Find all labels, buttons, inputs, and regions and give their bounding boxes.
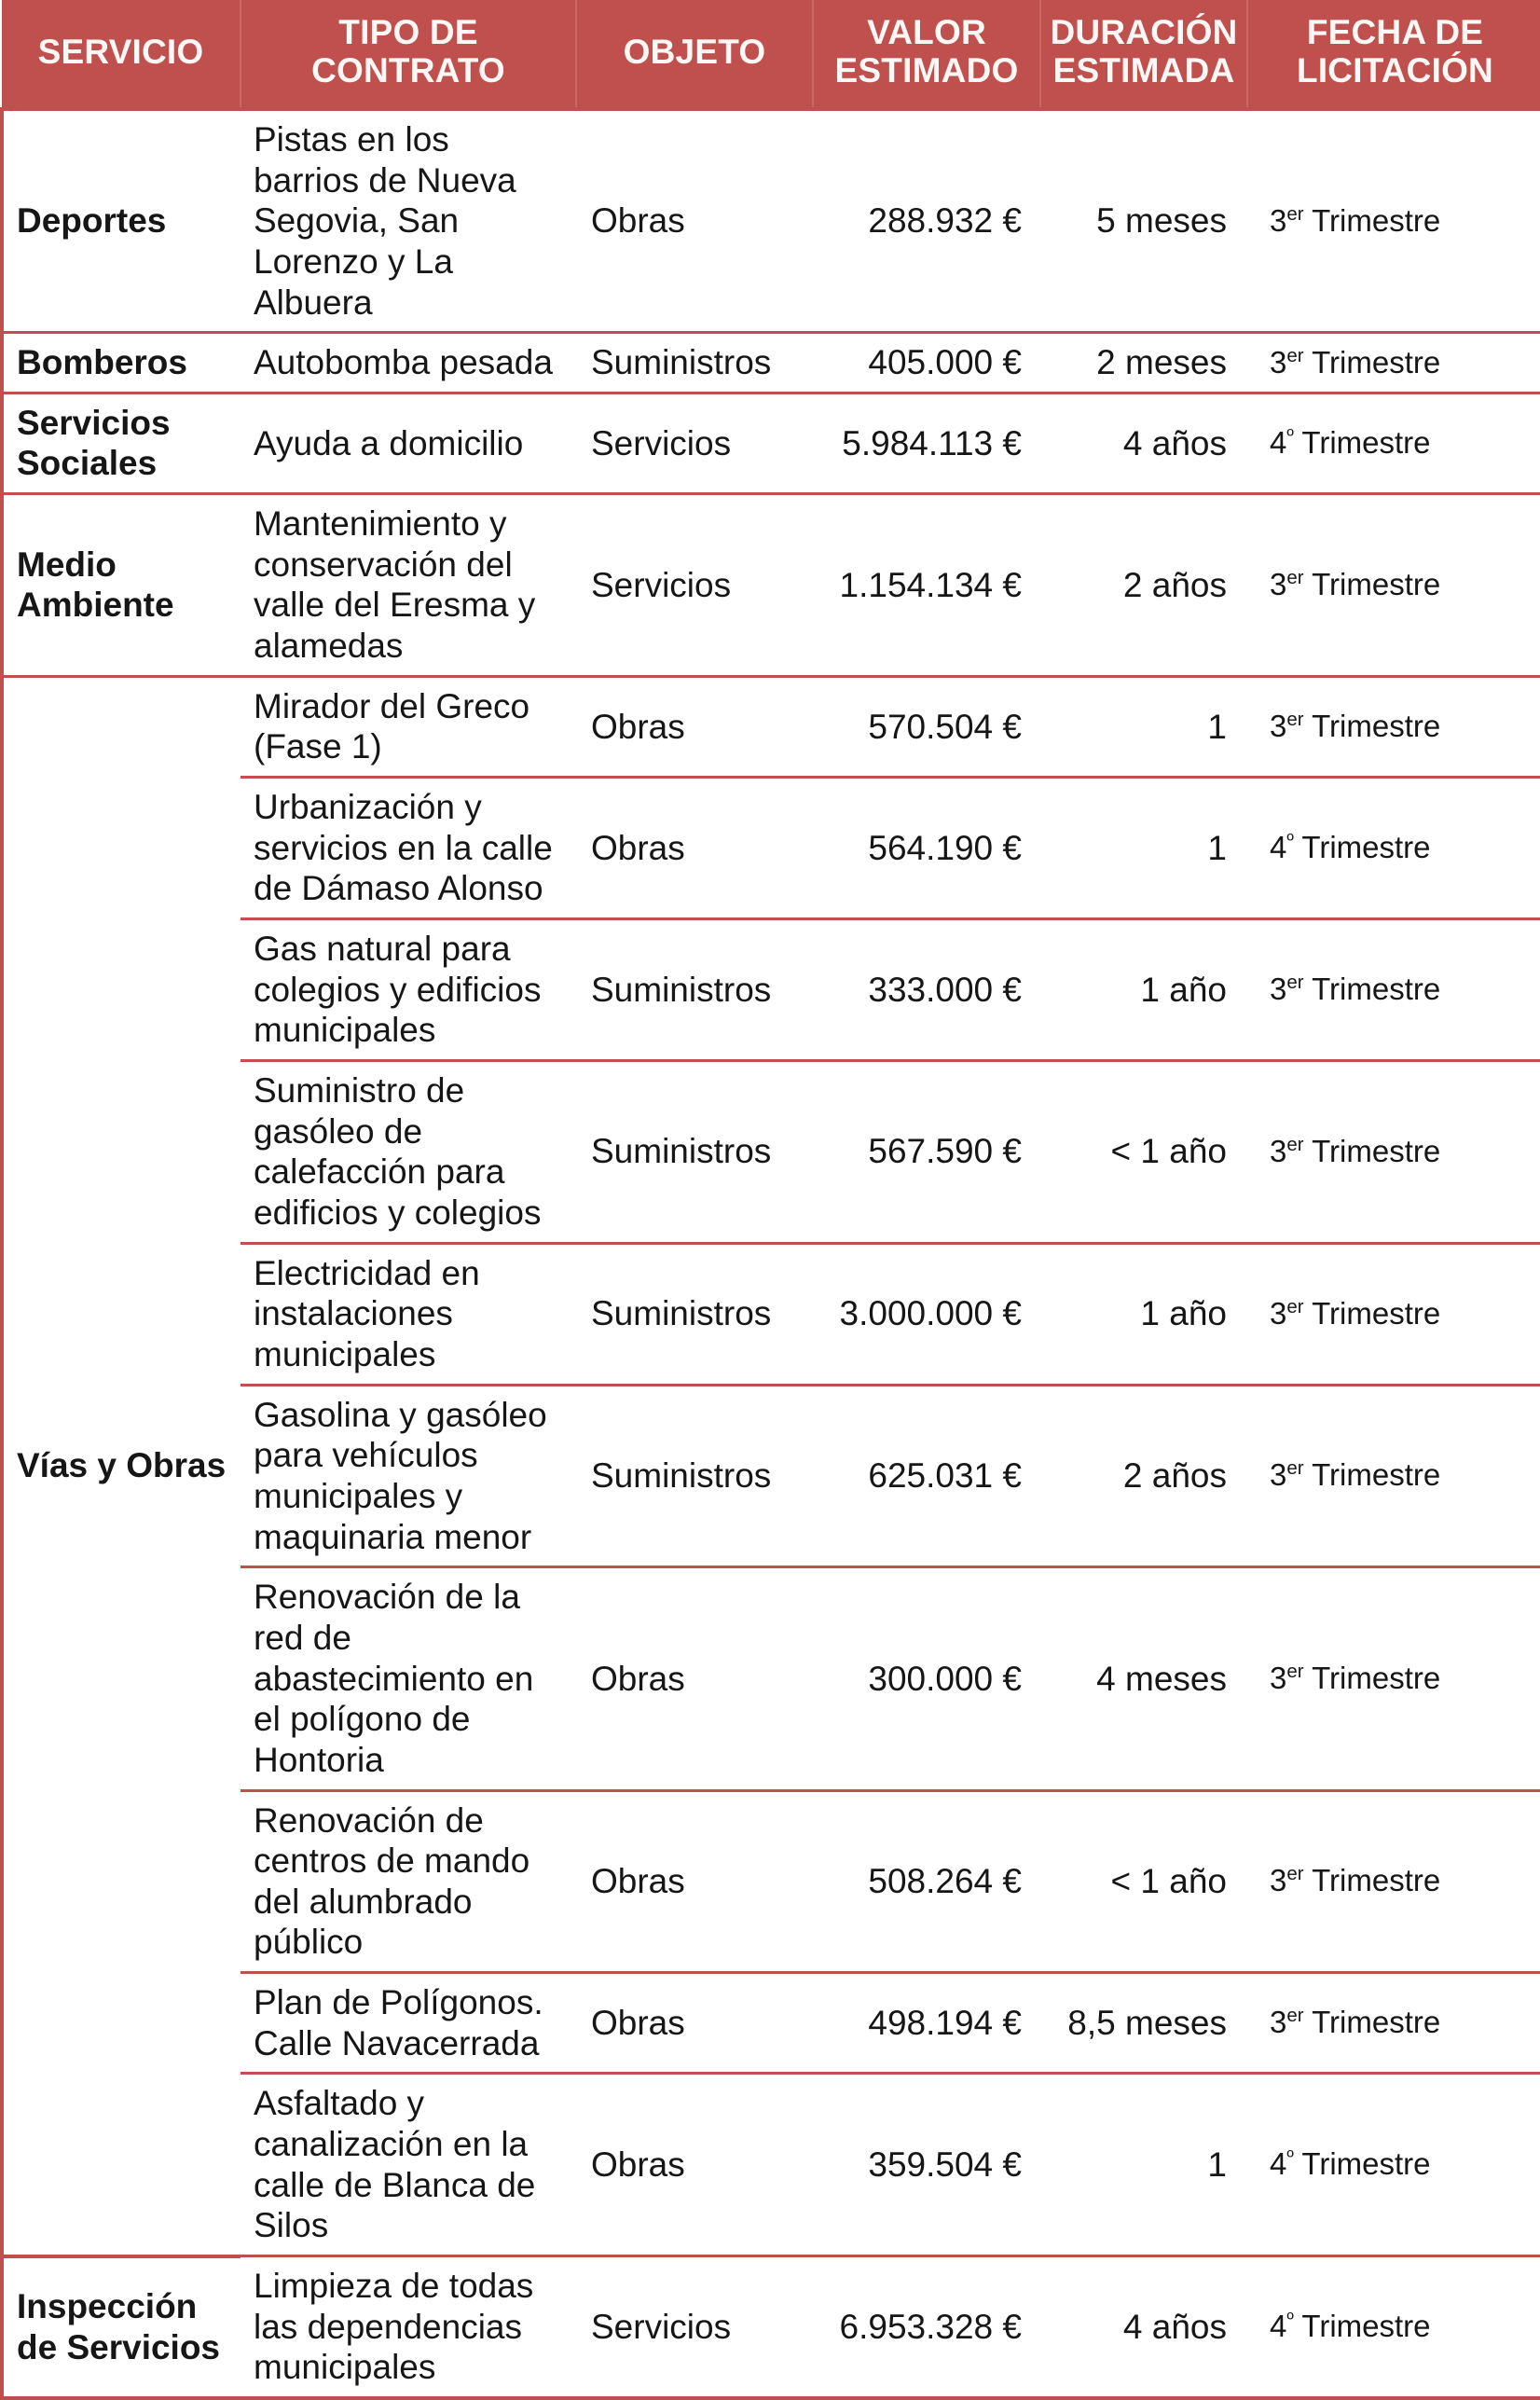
fecha-ordinal-suffix: º	[1286, 2146, 1294, 2169]
fecha-ordinal-suffix: er	[1286, 1295, 1304, 1317]
fecha-trimestre-label: Trimestre	[1303, 1660, 1441, 1695]
fecha-ordinal-number: 3	[1270, 1660, 1287, 1695]
cell-valor-estimado: 508.264 €	[813, 1790, 1040, 1973]
column-header-fecha-de-licitacion	[1247, 0, 1540, 109]
cell-fecha-licitacion	[1247, 393, 1540, 493]
cell-valor-estimado: 564.190 €	[813, 778, 1040, 919]
cell-duracion-estimada: 4 años	[1040, 393, 1247, 493]
fecha-trimestre-label: Trimestre	[1303, 202, 1441, 238]
fecha-ordinal-number: 3	[1270, 202, 1287, 238]
fecha-ordinal-number: 3	[1270, 1457, 1287, 1493]
cell-valor-estimado: 498.194 €	[813, 1973, 1040, 2074]
cell-valor-estimado: 1.154.134 €	[813, 494, 1040, 677]
column-header-fecha-line-1: FECHA DE	[1306, 13, 1484, 51]
cell-tipo-contrato: Electricidad en instalaciones municipales	[241, 1243, 576, 1385]
cell-duracion-estimada: 1 año	[1040, 1243, 1247, 1385]
fecha-ordinal-number: 4	[1270, 2146, 1287, 2182]
column-header-duracion-line-1: DURACIÓN	[1050, 13, 1238, 51]
cell-fecha-licitacion	[1247, 2256, 1540, 2398]
fecha-ordinal-suffix: er	[1286, 1863, 1304, 1885]
column-header-fecha-line-2: LICITACIÓN	[1297, 51, 1493, 90]
cell-fecha-licitacion	[1247, 676, 1540, 777]
cell-fecha-licitacion	[1247, 778, 1540, 919]
cell-objeto: Servicios	[576, 2256, 813, 2398]
cell-tipo-contrato: Asfaltado y canalización en la calle de Blanca de Silos	[241, 2074, 576, 2256]
cell-valor-estimado: 359.504 €	[813, 2074, 1040, 2256]
table-row	[2, 676, 1540, 777]
cell-servicio: Medio Ambiente	[2, 494, 241, 677]
fecha-trimestre-label: Trimestre	[1293, 425, 1431, 460]
cell-objeto: Servicios	[576, 393, 813, 493]
cell-objeto: Obras	[576, 1790, 813, 1973]
cell-fecha-licitacion	[1247, 1973, 1540, 2074]
cell-tipo-contrato: Ayuda a domicilio	[241, 393, 576, 493]
cell-fecha-licitacion	[1247, 1567, 1540, 1790]
cell-duracion-estimada: 1 año	[1040, 919, 1247, 1061]
fecha-trimestre-label: Trimestre	[1303, 1457, 1441, 1493]
fecha-ordinal-number: 3	[1270, 1863, 1287, 1898]
cell-objeto: Obras	[576, 109, 813, 333]
cell-objeto: Suministros	[576, 333, 813, 393]
fecha-ordinal-number: 3	[1270, 566, 1287, 601]
fecha-trimestre-label: Trimestre	[1303, 972, 1441, 1007]
cell-duracion-estimada: 4 meses	[1040, 1567, 1247, 1790]
cell-fecha-licitacion	[1247, 109, 1540, 333]
fecha-trimestre-label: Trimestre	[1303, 1295, 1441, 1331]
column-header-duracion-estimada	[1040, 0, 1247, 109]
cell-tipo-contrato: Mirador del Greco (Fase 1)	[241, 676, 576, 777]
cell-valor-estimado: 567.590 €	[813, 1061, 1040, 1244]
fecha-ordinal-suffix: er	[1286, 202, 1304, 225]
cell-objeto: Obras	[576, 1973, 813, 2074]
fecha-ordinal-number: 4	[1270, 830, 1287, 865]
fecha-ordinal-number: 4	[1270, 425, 1287, 460]
cell-duracion-estimada: 2 meses	[1040, 333, 1247, 393]
cell-servicio: Deportes	[2, 109, 241, 333]
cell-tipo-contrato: Renovación de centros de mando del alumbrado público	[241, 1790, 576, 1973]
cell-fecha-licitacion	[1247, 1790, 1540, 1973]
fecha-ordinal-number: 3	[1270, 972, 1287, 1007]
cell-tipo-contrato: Renovación de la red de abastecimiento en el polígono de Hontoria	[241, 1567, 576, 1790]
cell-duracion-estimada: < 1 año	[1040, 1790, 1247, 1973]
column-header-valor-estimado	[813, 0, 1040, 109]
cell-servicio: Inspección de Servicios	[2, 2256, 241, 2398]
fecha-trimestre-label: Trimestre	[1293, 2146, 1431, 2182]
table-row	[2, 2256, 1540, 2398]
fecha-ordinal-suffix: er	[1286, 972, 1304, 994]
cell-objeto: Obras	[576, 1567, 813, 1790]
cell-servicio: Bomberos	[2, 333, 241, 393]
table-body	[2, 109, 1540, 2398]
cell-duracion-estimada: < 1 año	[1040, 1061, 1247, 1244]
cell-fecha-licitacion	[1247, 2074, 1540, 2256]
fecha-ordinal-suffix: er	[1286, 344, 1304, 366]
cell-duracion-estimada: 5 meses	[1040, 109, 1247, 333]
cell-fecha-licitacion	[1247, 1243, 1540, 1385]
cell-tipo-contrato: Plan de Polígonos. Calle Navacerrada	[241, 1973, 576, 2074]
table-row	[2, 393, 1540, 493]
fecha-ordinal-suffix: er	[1286, 1133, 1304, 1155]
cell-tipo-contrato: Gas natural para colegios y edificios municipales	[241, 919, 576, 1061]
cell-duracion-estimada: 4 años	[1040, 2256, 1247, 2398]
table-row	[2, 494, 1540, 677]
column-header-tipo-line-1: TIPO DE	[338, 13, 478, 51]
cell-tipo-contrato: Mantenimiento y conservación del valle del Eresma y alamedas	[241, 494, 576, 677]
fecha-ordinal-suffix: er	[1286, 708, 1304, 730]
cell-objeto: Obras	[576, 778, 813, 919]
fecha-ordinal-suffix: er	[1286, 1457, 1304, 1480]
column-header-valor-line-1: VALOR	[867, 13, 986, 51]
cell-fecha-licitacion	[1247, 1061, 1540, 1244]
header-row	[2, 0, 1540, 109]
cell-tipo-contrato: Pistas en los barrios de Nueva Segovia, San Lorenzo y La Albuera	[241, 109, 576, 333]
cell-valor-estimado: 288.932 €	[813, 109, 1040, 333]
cell-valor-estimado: 5.984.113 €	[813, 393, 1040, 493]
cell-tipo-contrato: Autobomba pesada	[241, 333, 576, 393]
cell-duracion-estimada: 1	[1040, 778, 1247, 919]
cell-servicio: Vías y Obras	[2, 676, 241, 2255]
table-row	[2, 109, 1540, 333]
cell-valor-estimado: 3.000.000 €	[813, 1243, 1040, 1385]
cell-fecha-licitacion	[1247, 333, 1540, 393]
cell-objeto: Servicios	[576, 494, 813, 677]
fecha-ordinal-suffix: er	[1286, 2005, 1304, 2027]
cell-duracion-estimada: 8,5 meses	[1040, 1973, 1247, 2074]
cell-objeto: Obras	[576, 676, 813, 777]
fecha-trimestre-label: Trimestre	[1303, 2005, 1441, 2040]
cell-servicio: Servicios Sociales	[2, 393, 241, 493]
fecha-ordinal-number: 3	[1270, 344, 1287, 379]
cell-tipo-contrato: Urbanización y servicios en la calle de Dámaso Alonso	[241, 778, 576, 919]
fecha-trimestre-label: Trimestre	[1293, 830, 1431, 865]
cell-fecha-licitacion	[1247, 1385, 1540, 1567]
cell-duracion-estimada: 1	[1040, 2074, 1247, 2256]
cell-tipo-contrato: Gasolina y gasóleo para vehículos municipales y maquinaria menor	[241, 1385, 576, 1567]
fecha-trimestre-label: Trimestre	[1303, 1133, 1441, 1168]
fecha-trimestre-label: Trimestre	[1293, 2309, 1431, 2344]
column-header-tipo-de-contrato	[241, 0, 576, 109]
cell-objeto: Suministros	[576, 1061, 813, 1244]
fecha-ordinal-number: 3	[1270, 1295, 1287, 1331]
cell-objeto: Obras	[576, 2074, 813, 2256]
fecha-ordinal-suffix: º	[1286, 2309, 1294, 2331]
fecha-trimestre-label: Trimestre	[1303, 708, 1441, 743]
table-header	[2, 0, 1540, 109]
fecha-trimestre-label: Trimestre	[1303, 566, 1441, 601]
cell-objeto: Suministros	[576, 919, 813, 1061]
column-header-servicio-line-1: SERVICIO	[37, 32, 204, 71]
cell-fecha-licitacion	[1247, 919, 1540, 1061]
cell-valor-estimado: 625.031 €	[813, 1385, 1040, 1567]
cell-valor-estimado: 6.953.328 €	[813, 2256, 1040, 2398]
cell-valor-estimado: 333.000 €	[813, 919, 1040, 1061]
cell-duracion-estimada: 2 años	[1040, 1385, 1247, 1567]
cell-valor-estimado: 300.000 €	[813, 1567, 1040, 1790]
fecha-ordinal-suffix: er	[1286, 1660, 1304, 1682]
cell-objeto: Suministros	[576, 1243, 813, 1385]
column-header-valor-line-2: ESTIMADO	[834, 51, 1019, 90]
cell-duracion-estimada: 1	[1040, 676, 1247, 777]
cell-fecha-licitacion	[1247, 494, 1540, 677]
cell-objeto: Suministros	[576, 1385, 813, 1567]
column-header-objeto	[576, 0, 813, 109]
fecha-ordinal-number: 4	[1270, 2309, 1287, 2344]
cell-valor-estimado: 570.504 €	[813, 676, 1040, 777]
cell-tipo-contrato: Limpieza de todas las dependencias municipales	[241, 2256, 576, 2398]
column-header-tipo-line-2: CONTRATO	[311, 51, 505, 90]
fecha-ordinal-number: 3	[1270, 2005, 1287, 2040]
fecha-ordinal-suffix: er	[1286, 566, 1304, 588]
fecha-trimestre-label: Trimestre	[1303, 344, 1441, 379]
fecha-ordinal-number: 3	[1270, 1133, 1287, 1168]
fecha-ordinal-suffix: º	[1286, 425, 1294, 447]
fecha-trimestre-label: Trimestre	[1303, 1863, 1441, 1898]
fecha-ordinal-suffix: º	[1286, 830, 1294, 852]
cell-duracion-estimada: 2 años	[1040, 494, 1247, 677]
column-header-duracion-line-2: ESTIMADA	[1052, 51, 1235, 90]
cell-valor-estimado: 405.000 €	[813, 333, 1040, 393]
fecha-ordinal-number: 3	[1270, 708, 1287, 743]
cell-tipo-contrato: Suministro de gasóleo de calefacción para edificios y colegios	[241, 1061, 576, 1244]
column-header-servicio	[2, 0, 241, 109]
table-row	[2, 333, 1540, 393]
column-header-objeto-line-1: OBJETO	[623, 32, 766, 71]
